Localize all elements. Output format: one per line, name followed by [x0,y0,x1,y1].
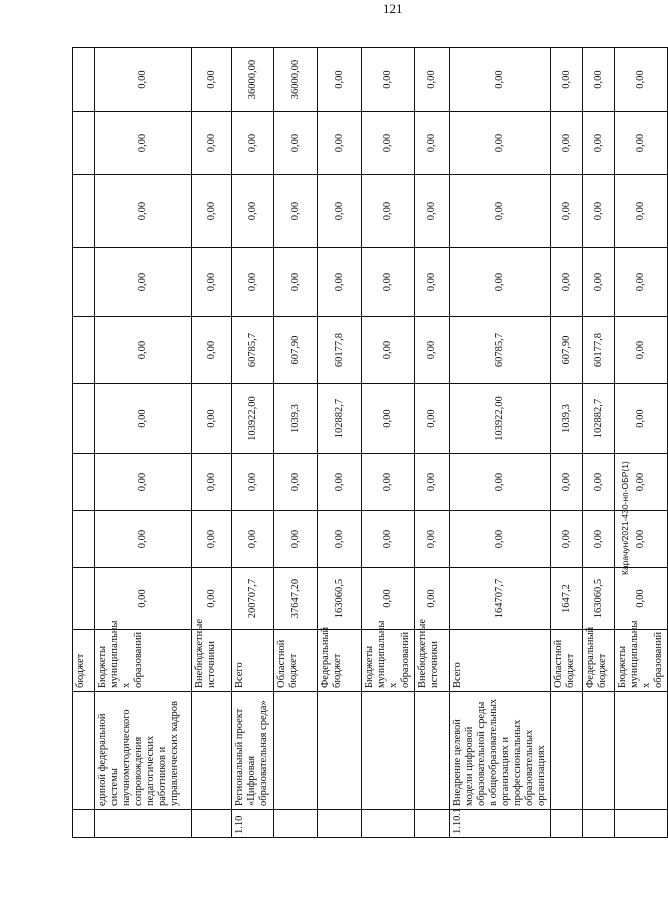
value-cell: 0,00 [192,48,232,112]
value-cell: 0,00 [362,48,415,112]
project-name [274,692,318,810]
value-cell: 0,00 [450,175,551,248]
value-cell: 0,00 [318,454,362,511]
value-cell [73,175,95,248]
value-cell: 163060,5 [583,568,615,630]
value-cell: 0,00 [232,112,274,175]
value-cell: 0,00 [362,317,415,384]
value-cell: 0,00 [415,454,450,511]
value-cell: 0,00 [615,511,668,568]
table-row [450,48,551,838]
table-row [192,48,232,838]
funding-source: Всего [450,630,551,692]
project-name: Внедрение целевой модели цифровой образовательной среды в общеобразовательных организациях и профессиональных образовательных организациях [450,692,551,810]
table-row [551,48,583,838]
value-cell [73,511,95,568]
value-cell: 0,00 [95,511,192,568]
value-cell: 0,00 [415,112,450,175]
row-index [583,810,615,838]
row-index [274,810,318,838]
table-row [415,48,450,838]
value-cell: 36000,00 [274,48,318,112]
row-index: 1.10 [232,810,274,838]
value-cell: 0,00 [551,248,583,317]
value-cell: 0,00 [450,112,551,175]
project-name: единой федеральной системы научнометодического сопровождения педагогических работников и управленческих кадров [95,692,192,810]
value-cell: 103922,00 [232,384,274,454]
value-cell: 0,00 [583,175,615,248]
value-cell: 0,00 [95,317,192,384]
value-cell: 0,00 [362,568,415,630]
value-cell: 0,00 [95,48,192,112]
document-code: Карачун/2021-430-нп-ОБР(1) [620,461,630,575]
value-cell: 0,00 [362,112,415,175]
value-cell: 0,00 [615,112,668,175]
row-index [415,810,450,838]
value-cell: 0,00 [274,248,318,317]
value-cell: 36000,00 [232,48,274,112]
funding-source: бюджет [73,630,95,692]
row-index [551,810,583,838]
value-cell: 0,00 [192,454,232,511]
value-cell: 0,00 [415,175,450,248]
value-cell: 0,00 [192,317,232,384]
value-cell: 0,00 [274,511,318,568]
value-cell: 0,00 [415,248,450,317]
funding-source: Внебюджетные источники [192,630,232,692]
value-cell: 0,00 [583,454,615,511]
value-cell: 0,00 [192,175,232,248]
value-cell: 0,00 [95,248,192,317]
budget-table [72,47,668,838]
value-cell: 0,00 [615,568,668,630]
table-row [318,48,362,838]
value-cell [73,384,95,454]
value-cell: 102882,7 [318,384,362,454]
value-cell: 102882,7 [583,384,615,454]
value-cell: 0,00 [192,112,232,175]
funding-source: Областной бюджет [274,630,318,692]
project-name [551,692,583,810]
table-row [362,48,415,838]
value-cell: 0,00 [450,511,551,568]
funding-source: Федеральный бюджет [583,630,615,692]
table-row [232,48,274,838]
value-cell [73,248,95,317]
value-cell: 0,00 [232,511,274,568]
project-name [73,692,95,810]
value-cell: 0,00 [615,48,668,112]
value-cell: 0,00 [551,112,583,175]
table-row [615,48,668,838]
value-cell: 0,00 [583,511,615,568]
value-cell: 0,00 [318,112,362,175]
value-cell: 1039,3 [551,384,583,454]
value-cell: 60785,7 [232,317,274,384]
value-cell: 0,00 [450,48,551,112]
value-cell: 0,00 [274,454,318,511]
value-cell: 1647,2 [551,568,583,630]
value-cell: 0,00 [615,317,668,384]
value-cell: 0,00 [95,384,192,454]
value-cell: 0,00 [232,248,274,317]
value-cell: 0,00 [232,175,274,248]
value-cell: 200707,7 [232,568,274,630]
value-cell: 0,00 [551,175,583,248]
project-name [415,692,450,810]
project-name [362,692,415,810]
value-cell: 0,00 [192,511,232,568]
value-cell: 0,00 [95,454,192,511]
project-name [192,692,232,810]
value-cell: 0,00 [615,384,668,454]
funding-source: Федеральный бюджет [318,630,362,692]
project-name [615,692,668,810]
value-cell: 0,00 [95,568,192,630]
value-cell: 0,00 [318,175,362,248]
value-cell: 0,00 [615,248,668,317]
value-cell: 0,00 [551,48,583,112]
funding-source: Внебюджетные источники [415,630,450,692]
project-name [583,692,615,810]
value-cell: 60177,8 [318,317,362,384]
value-cell: 0,00 [450,248,551,317]
value-cell: 60785,7 [450,317,551,384]
value-cell: 0,00 [362,454,415,511]
funding-source: Бюджеты муниципальны х образований [615,630,668,692]
row-index [95,810,192,838]
row-index [362,810,415,838]
value-cell: 0,00 [318,248,362,317]
value-cell: 0,00 [274,112,318,175]
value-cell: 0,00 [95,175,192,248]
value-cell: 60177,8 [583,317,615,384]
row-index [318,810,362,838]
funding-source: Областной бюджет [551,630,583,692]
value-cell: 0,00 [551,454,583,511]
value-cell [73,317,95,384]
table-row [274,48,318,838]
value-cell: 0,00 [450,454,551,511]
value-cell: 164707,7 [450,568,551,630]
value-cell: 0,00 [274,175,318,248]
value-cell: 0,00 [318,511,362,568]
page-number: 121 [383,1,403,16]
row-index [73,810,95,838]
value-cell: 0,00 [415,568,450,630]
value-cell: 0,00 [95,112,192,175]
value-cell: 0,00 [192,248,232,317]
value-cell: 0,00 [362,511,415,568]
value-cell: 0,00 [583,248,615,317]
funding-source: Бюджеты муниципальны х образований [362,630,415,692]
value-cell: 163060,5 [318,568,362,630]
value-cell [73,454,95,511]
value-cell: 0,00 [362,175,415,248]
funding-source: Бюджеты муниципальны х образований [95,630,192,692]
value-cell: 103922,00 [450,384,551,454]
project-name [318,692,362,810]
row-index [192,810,232,838]
value-cell: 0,00 [362,384,415,454]
funding-source: Всего [232,630,274,692]
value-cell: 0,00 [551,511,583,568]
table-row [73,48,95,838]
value-cell: 0,00 [415,384,450,454]
value-cell: 607,90 [274,317,318,384]
value-cell: 0,00 [192,568,232,630]
value-cell: 0,00 [415,511,450,568]
row-index [615,810,668,838]
value-cell: 0,00 [415,317,450,384]
value-cell: 0,00 [583,48,615,112]
value-cell: 0,00 [615,454,668,511]
value-cell: 0,00 [415,48,450,112]
value-cell: 0,00 [615,175,668,248]
value-cell [73,112,95,175]
value-cell: 607,90 [551,317,583,384]
value-cell: 1039,3 [274,384,318,454]
value-cell [73,568,95,630]
project-name: Региональный проект «Цифровая образовательная среда» [232,692,274,810]
value-cell: 0,00 [318,48,362,112]
value-cell: 0,00 [583,112,615,175]
table-row [583,48,615,838]
table-row [95,48,192,838]
value-cell: 0,00 [232,454,274,511]
row-index: 1.10.1 [450,810,551,838]
value-cell: 0,00 [192,384,232,454]
value-cell: 0,00 [362,248,415,317]
value-cell [73,48,95,112]
value-cell: 37647,20 [274,568,318,630]
